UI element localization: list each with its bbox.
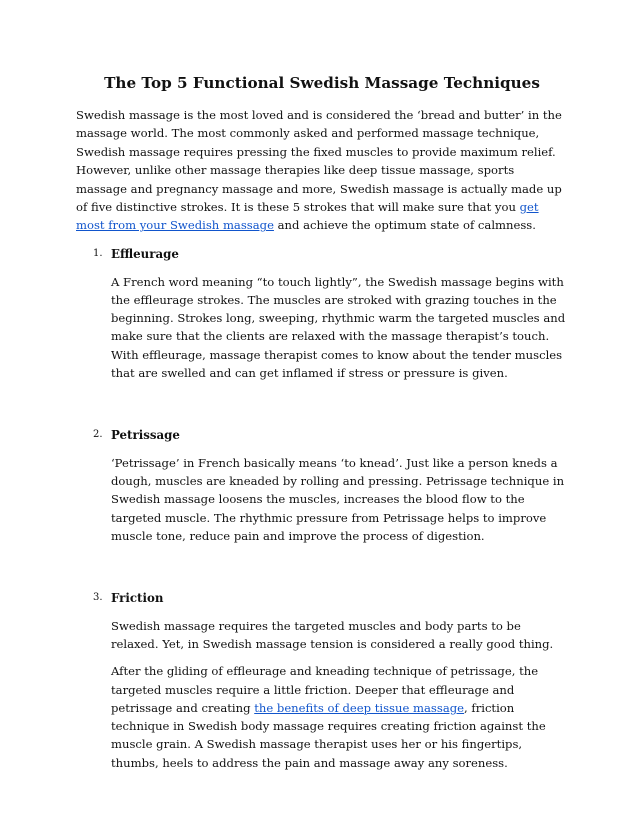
section-number: 2.	[93, 429, 103, 441]
section-friction	[76, 591, 568, 772]
paragraph-text-end: , friction technique in Swedish body massage requires creating friction against the muscle grain. A Swedish massage therapist uses her or his fingertips, thumbs, heels to address the pain and massage away any soreness.	[111, 700, 546, 770]
intro-text-start: Swedish massage is the most loved and is considered the ‘bread and butter’ in the massage world. The most commonly asked and performed massage technique, Swedish massage requires pressing the fixed muscles to provide maximum relief. However, unlike other massage therapies like deep tissue massage, sports massage and pregnancy massage and more, Swedish massage is actually made up of five distinctive strokes. It is these 5 strokes that will make sure that you	[76, 108, 562, 215]
intro-text-end: and achieve the optimum state of calmness.	[273, 218, 536, 233]
section-paragraph	[111, 662, 568, 771]
section-effleurage	[76, 247, 568, 382]
section-petrissage	[76, 428, 568, 545]
swedish-massage-link[interactable]: get most from your Swedish massage	[76, 200, 539, 233]
section-number: 1.	[93, 247, 103, 259]
section-spacer	[76, 391, 568, 416]
section-heading: Effleurage	[111, 246, 179, 261]
section-paragraph: A French word meaning “to touch lightly”, the Swedish massage begins with the effleurage strokes. The muscles are stroked with grazing touches in the beginning. Strokes long, sweeping, rhythmic warm the targeted muscles and make sure that the clients are relaxed with the massage therapist’s touch. With effleurage, massage therapist comes to know about the tender muscles that are swelled and can get inflamed if stress or pressure is given.	[111, 274, 566, 380]
section-heading: Petrissage	[111, 428, 180, 443]
section-paragraph: Swedish massage requires the targeted muscles and body parts to be relaxed. Yet, in Swedish massage tension is considered a really good thing.	[111, 619, 554, 652]
deep-tissue-benefits-link[interactable]: the benefits of deep tissue massage	[254, 700, 465, 715]
paragraph-text-start: After the gliding of effleurage and kneading technique of petrissage, the targeted muscles require a little friction. Deeper that effleurage and petrissage and creating	[111, 664, 539, 715]
page-title: The Top 5 Functional Swedish Massage Techniques	[104, 74, 540, 92]
section-paragraph: ‘Petrissage’ in French basically means ‘to knead’. Just like a person kneds a dough, muscles are kneaded by rolling and pressing. Petrissage technique in Swedish massage loosens the muscles, increases the blood flow to the targeted muscle. The rhythmic pressure from Petrissage helps to improve muscle tone, reduce pain and improve the process of digestion.	[111, 456, 565, 543]
section-heading: Friction	[111, 591, 164, 606]
section-number: 3.	[93, 592, 103, 604]
intro-paragraph	[76, 106, 568, 235]
section-spacer	[76, 554, 568, 579]
